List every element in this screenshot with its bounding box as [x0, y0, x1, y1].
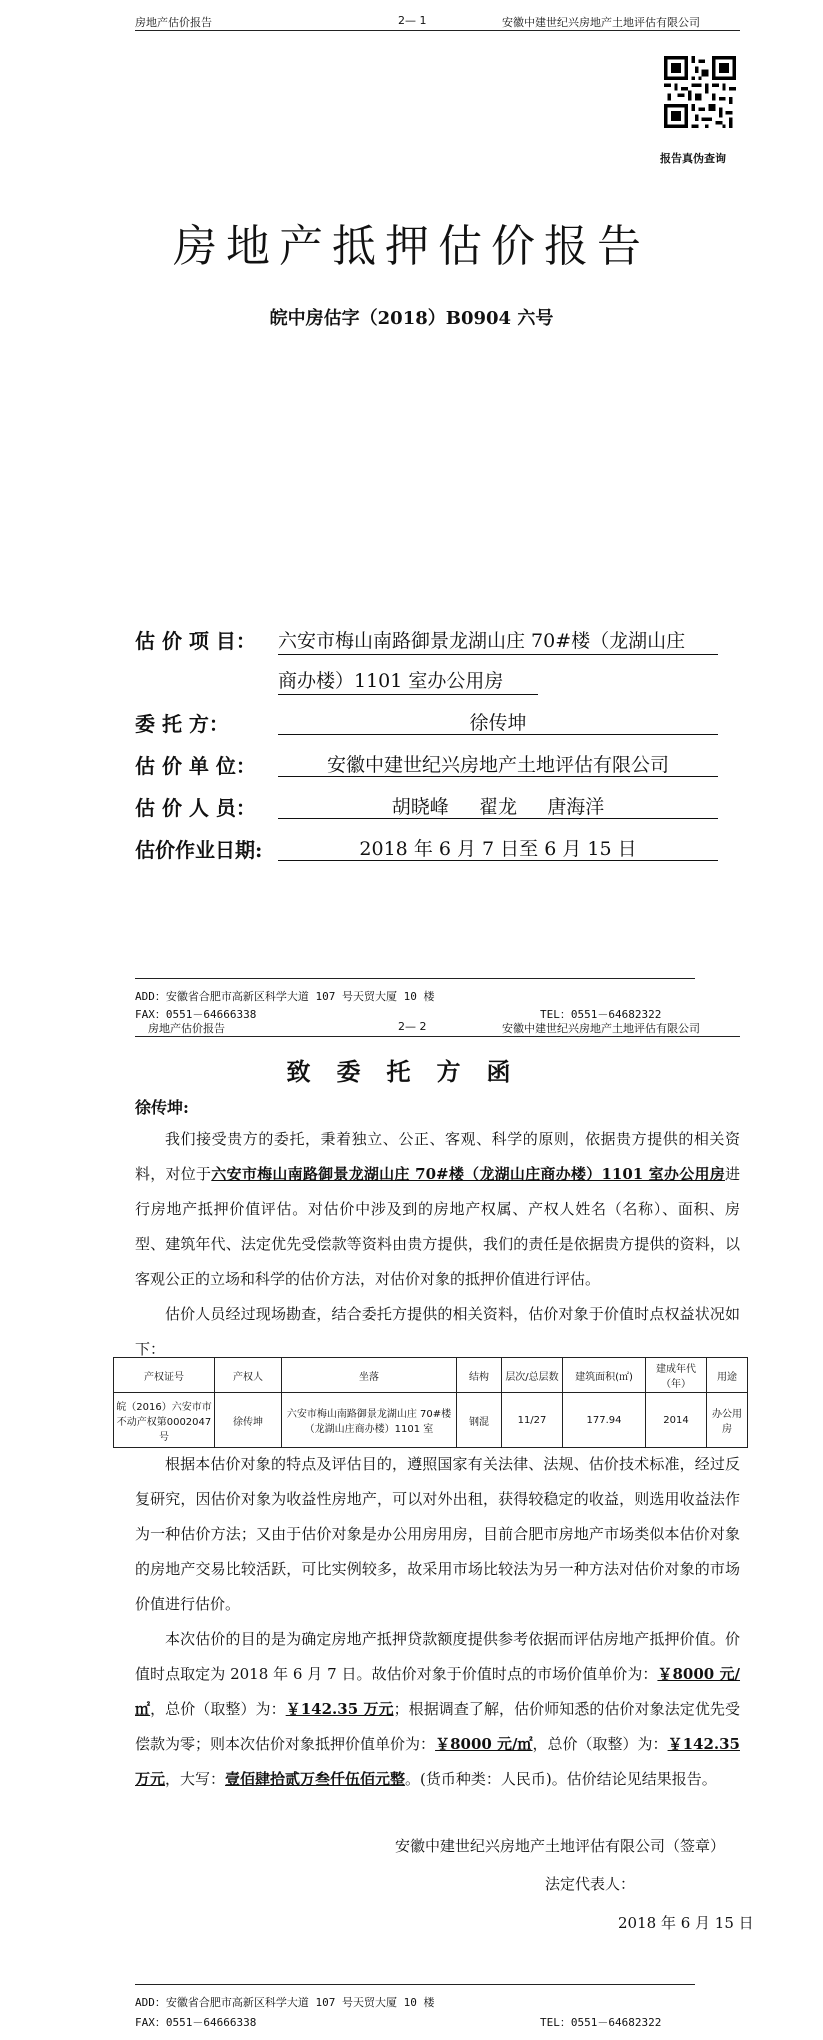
header-rule: [135, 30, 740, 31]
table-header-row: [114, 1358, 748, 1393]
table-header: 坐落: [282, 1358, 457, 1393]
paragraph-conclusion: [135, 1622, 740, 1797]
page-header-left: 房地产估价报告: [148, 1022, 225, 1035]
table-cell: 办公用房: [707, 1393, 748, 1448]
footer-rule: [135, 978, 695, 979]
table-header: 产权证号: [114, 1358, 215, 1393]
work-date-label: 估价作业日期:: [135, 838, 263, 862]
letter-title: 致委托方函: [286, 1057, 537, 1086]
signature-company: 安徽中建世纪兴房地产土地评估有限公司（签章）: [395, 1837, 726, 1855]
page-header-right: 安徽中建世纪兴房地产土地评估有限公司: [502, 16, 700, 29]
footer-address: ADD：安徽省合肥市高新区科学大道 107 号天贸大厦 10 楼: [135, 1996, 435, 2009]
project-label: 估 价 项 目：: [135, 629, 256, 653]
mortgage-total-price: ￥142.35 万元: [135, 1735, 740, 1788]
valuation-unit-underline: [278, 776, 718, 777]
market-unit-price: ￥8000 元/㎡: [135, 1665, 741, 1718]
conclusion-i: ，大写：: [165, 1770, 226, 1788]
footer-tel: TEL：0551－64682322: [540, 1008, 662, 1021]
signature-date: 2018 年 6 月 15 日: [618, 1914, 754, 1932]
amount-in-words: 壹佰肆拾贰万叁仟伍佰元整: [225, 1770, 406, 1788]
project-underline-2: [278, 694, 538, 695]
property-address: 六安市梅山南路御景龙湖山庄 70#楼（龙湖山庄商办楼）1101 室办公用房: [211, 1165, 725, 1183]
market-total-price: ￥142.35 万元: [285, 1700, 394, 1718]
project-underline-1: [278, 654, 718, 655]
table-header: 建成年代（年）: [646, 1358, 707, 1393]
client-underline: [278, 734, 718, 735]
valuation-unit-value: 安徽中建世纪兴房地产土地评估有限公司: [326, 754, 669, 776]
table-row: [114, 1393, 748, 1448]
footer-tel: TEL：0551－64682322: [540, 2016, 662, 2029]
page-number: 2— 1: [398, 14, 427, 27]
qr-code-icon: [664, 56, 736, 128]
footer-rule: [135, 1984, 695, 1985]
project-value-line2: 商办楼）1101 室办公用房: [278, 670, 504, 692]
paragraph-intro-a: 我们接受贵方的委托，秉着独立、公正、客观、科学的原则，依据贵方提供的相关资料，对位于: [135, 1130, 740, 1183]
table-cell: 2014: [646, 1393, 707, 1448]
work-date-value: 2018 年 6 月 7 日至 6 月 15 日: [359, 838, 637, 860]
mortgage-unit-price: ￥8000 元/㎡: [435, 1735, 533, 1753]
table-cell: 徐传坤: [215, 1393, 282, 1448]
work-date-underline: [278, 860, 718, 861]
conclusion-g: ，总价（取整）为：: [532, 1735, 668, 1753]
table-cell: 六安市梅山南路御景龙湖山庄 70#楼（龙湖山庄商办楼）1101 室: [282, 1393, 457, 1448]
table-cell: 皖（2016）六安市市不动产权第0002047 号: [114, 1393, 215, 1448]
page-number: 2— 2: [398, 1020, 427, 1033]
appraisers-value: 胡晓峰 翟龙 唐海洋: [391, 796, 605, 818]
table-header: 用途: [707, 1358, 748, 1393]
document-number: 皖中房估字（2018）B0904 六号: [269, 308, 554, 329]
page-header-right: 安徽中建世纪兴房地产土地评估有限公司: [502, 1022, 700, 1035]
qr-caption: 报告真伪查询: [660, 152, 726, 165]
conclusion-e: ；根据调查了解，估价师知悉的估价对象法定优先受偿款为零；则本次估价对象抵押价值单价为：: [135, 1700, 740, 1753]
table-header: 结构: [457, 1358, 502, 1393]
footer-fax: FAX：0551－64666338: [135, 2016, 257, 2029]
table-cell: 11/27: [502, 1393, 563, 1448]
table-header: 产权人: [215, 1358, 282, 1393]
appraisers-label: 估 价 人 员：: [135, 796, 256, 820]
project-value-line1: 六安市梅山南路御景龙湖山庄 70#楼（龙湖山庄: [278, 630, 686, 652]
conclusion-k: 。(货币种类：人民币)。估价结论见结果报告。: [405, 1770, 717, 1788]
footer-address: ADD：安徽省合肥市高新区科学大道 107 号天贸大厦 10 楼: [135, 990, 435, 1003]
report-title: 房地产抵押估价报告: [173, 221, 650, 272]
table-header: 层次/总层数: [502, 1358, 563, 1393]
table-header: 建筑面积(㎡): [563, 1358, 646, 1393]
client-value: 徐传坤: [469, 712, 527, 734]
paragraph-intro: [135, 1122, 740, 1297]
paragraph-survey: 估价人员经过现场勘查，结合委托方提供的相关资料，估价对象于价值时点权益状况如下：: [135, 1305, 740, 1358]
paragraph-intro-c: 进行房地产抵押价值评估。对估价中涉及到的房地产权属、产权人姓名（名称）、面积、房型、建筑年代、法定优先受偿款等资料由贵方提供，我们的责任是依据贵方提供的资料，以客观公正的立场和科学的估价方法，对估价对象的抵押价值进行评估。: [135, 1165, 740, 1288]
table-cell: 177.94: [563, 1393, 646, 1448]
valuation-unit-label: 估 价 单 位：: [135, 754, 256, 778]
header-rule: [135, 1036, 740, 1037]
salutation: 徐传坤:: [135, 1098, 189, 1117]
conclusion-c: ，总价（取整）为：: [150, 1700, 286, 1718]
signature-representative: 法定代表人：: [545, 1875, 636, 1893]
conclusion-a: 本次估价的目的是为确定房地产抵押贷款额度提供参考依据而评估房地产抵押价值。价值时点取定为 2018 年 6 月 7 日。故估价对象于价值时点的市场价值单价为：: [135, 1630, 740, 1683]
paragraph-methods: 根据本估价对象的特点及评估目的，遵照国家有关法律、法规、估价技术标准，经过反复研究，因估价对象为收益性房地产，可以对外出租，获得较稳定的收益，则选用收益法作为一种估价方法；又由于估价对象是办公用房用房，目前合肥市房地产市场类似本估价对象的房地产交易比较活跃，可比实例较多，故采用市场比较法为另一种方法对估价对象的市场价值进行估价。: [135, 1455, 740, 1613]
table-cell: 钢混: [457, 1393, 502, 1448]
page-header-left: 房地产估价报告: [135, 16, 212, 29]
property-info-table: [113, 1357, 748, 1448]
client-label: 委 托 方：: [135, 712, 229, 736]
appraisers-underline: [278, 818, 718, 819]
footer-fax: FAX：0551－64666338: [135, 1008, 257, 1021]
